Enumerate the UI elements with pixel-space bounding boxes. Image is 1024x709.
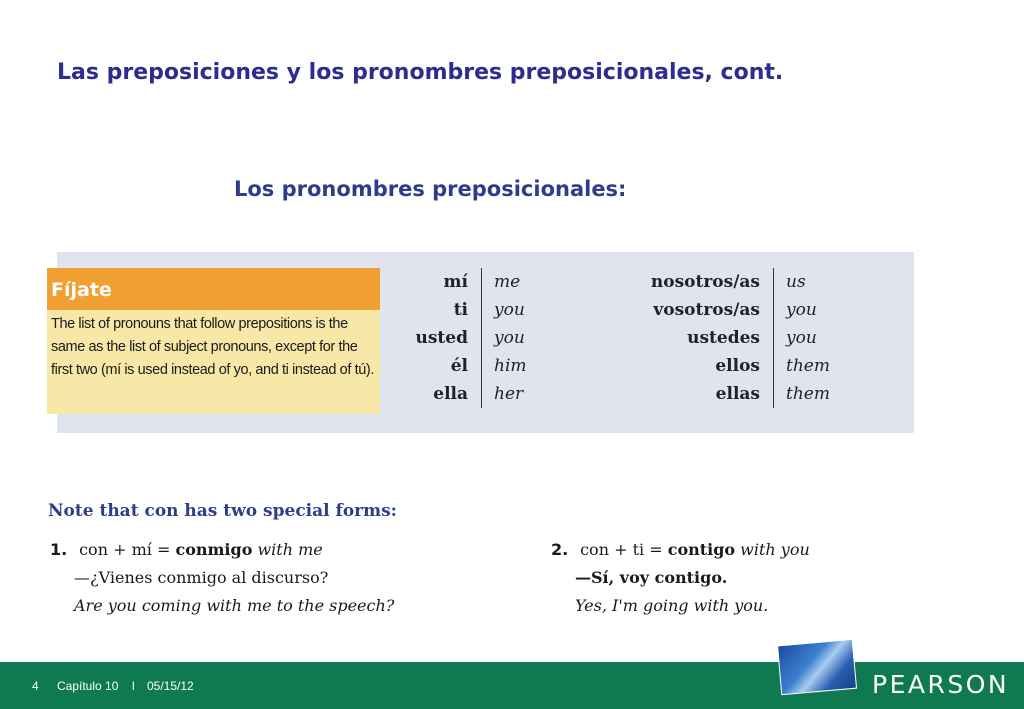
singular-pronoun-table [398, 268, 527, 408]
form-equation: con + ti = [580, 540, 663, 559]
pronoun-row [618, 352, 830, 380]
slide-subtitle: Los pronombres preposicionales: [234, 177, 627, 201]
pronoun-row [398, 296, 527, 324]
english-pronoun: you [482, 296, 527, 324]
english-pronoun: you [774, 324, 830, 352]
english-pronoun: her [482, 380, 527, 408]
form-number: 1. [50, 540, 68, 559]
form-result: contigo [667, 540, 736, 559]
english-pronoun: us [774, 268, 830, 296]
fijate-heading: Fíjate [47, 268, 380, 310]
pronoun-row [398, 268, 527, 296]
form-number: 2. [551, 540, 569, 559]
spanish-pronoun: él [450, 356, 468, 376]
spanish-pronoun: mí [443, 272, 468, 292]
form-gloss: with you [740, 540, 810, 559]
fijate-body: The list of pronouns that follow prepositions is the same as the list of subject pronouns, except for the first two (mí is used instead of yo, and ti instead of tú). [51, 316, 374, 378]
spanish-pronoun: usted [415, 328, 468, 348]
spanish-pronoun: ti [453, 300, 468, 320]
note-heading: Note that con has two special forms: [48, 501, 397, 521]
pronoun-row [618, 324, 830, 352]
footer-date: 05/15/12 [147, 679, 194, 693]
pronoun-row [618, 296, 830, 324]
english-pronoun: you [774, 296, 830, 324]
pronoun-row [398, 352, 527, 380]
spanish-pronoun: ellas [715, 384, 760, 404]
spanish-pronoun: ustedes [687, 328, 760, 348]
form-gloss: with me [257, 540, 323, 559]
spanish-pronoun: nosotros/as [650, 272, 760, 292]
special-form-formula [551, 536, 810, 564]
fijate-box [47, 268, 380, 414]
form-translation: Are you coming with me to the speech? [74, 596, 395, 615]
pearson-logo: PEARSON [872, 670, 1010, 699]
pronoun-row [398, 324, 527, 352]
footer-separator: l [132, 679, 135, 693]
form-translation: Yes, I'm going with you. [575, 596, 769, 615]
page-number: 4 [32, 679, 39, 693]
english-pronoun: them [774, 380, 830, 408]
spanish-pronoun: ella [433, 384, 468, 404]
pronoun-row [618, 380, 830, 408]
special-form-2 [551, 536, 810, 620]
plural-pronoun-table [618, 268, 830, 408]
spanish-pronoun: vosotros/as [653, 300, 760, 320]
english-pronoun: him [482, 352, 527, 380]
pronoun-row [398, 380, 527, 408]
special-form-formula [50, 536, 394, 564]
english-pronoun: you [482, 324, 527, 352]
english-pronoun: them [774, 352, 830, 380]
slide-title: Las preposiciones y los pronombres preposicionales, cont. [57, 60, 784, 85]
english-pronoun: me [482, 268, 527, 296]
form-example: —Sí, voy contigo. [575, 568, 728, 587]
form-result: conmigo [175, 540, 253, 559]
spanish-pronoun: ellos [715, 356, 760, 376]
chapter-label: Capítulo 10 [57, 679, 119, 693]
pronoun-row [618, 268, 830, 296]
book-cover-logo [777, 639, 857, 695]
form-example: —¿Vienes conmigo al discurso? [74, 568, 329, 587]
form-equation: con + mí = [79, 540, 171, 559]
footer-bar [0, 662, 1024, 709]
special-form-1 [50, 536, 394, 620]
